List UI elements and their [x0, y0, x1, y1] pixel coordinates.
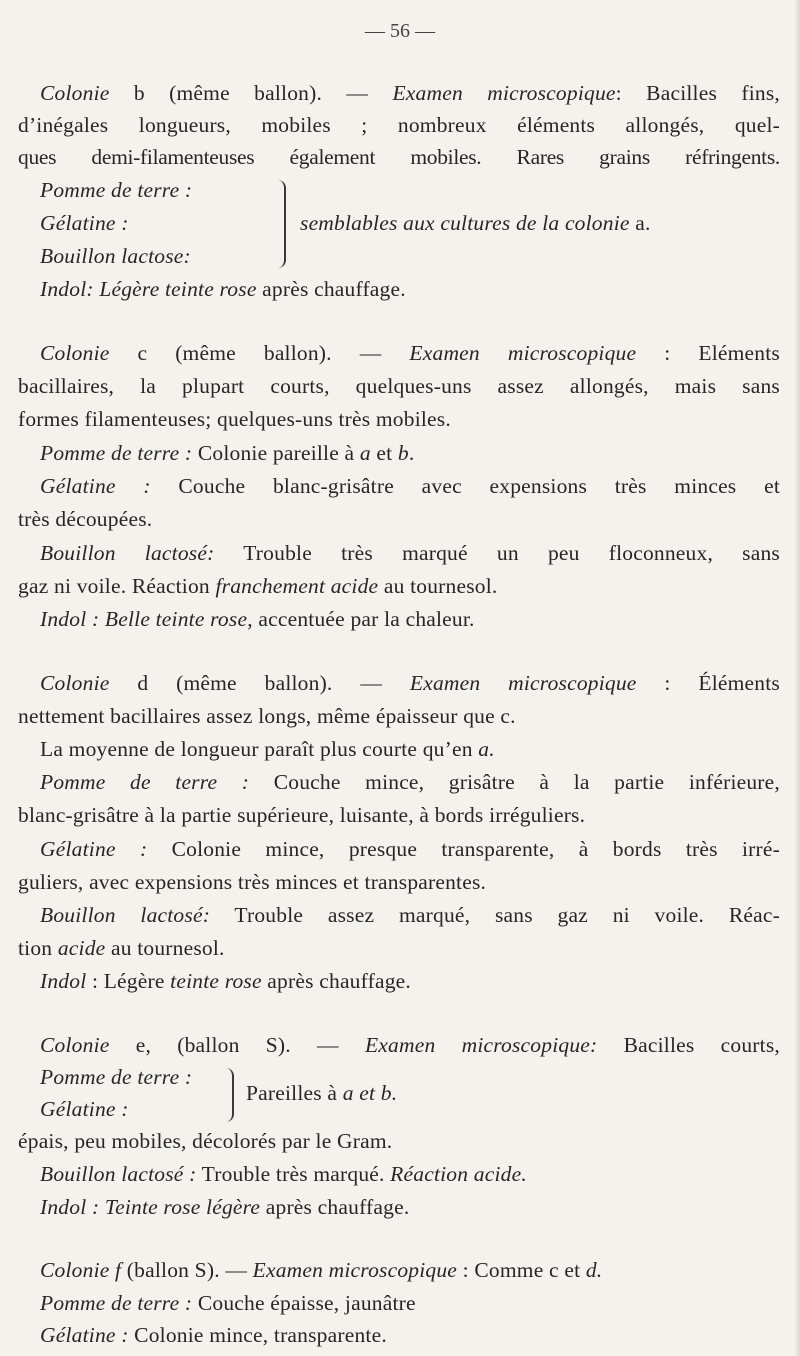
- colonie-d-line-3: La moyenne de longueur paraît plus courte qu’en a.: [40, 737, 495, 761]
- colonie-c-gelatine-cont: très découpées.: [18, 507, 153, 531]
- page-number: — 56 —: [365, 20, 435, 42]
- colonie-f-pomme-de-terre: Pomme de terre : Couche épaisse, jaunâtre: [40, 1291, 416, 1315]
- colonie-b-list-item: Pomme de terre :: [40, 178, 193, 202]
- colonie-c-line-1: Colonie c (même ballon). — Examen microscopique : Eléments: [40, 341, 780, 365]
- colonie-f-gelatine: Gélatine : Colonie mince, transparente.: [40, 1323, 387, 1347]
- colonie-c-bouillon-cont: gaz ni voile. Réaction franchement acide au tournesol.: [18, 574, 498, 598]
- colonie-d-gelatine-cont: guliers, avec expensions très minces et transparentes.: [18, 870, 487, 894]
- colonie-b-indol: Indol: Légère teinte rose après chauffage.: [40, 277, 406, 301]
- colonie-e-indol: Indol : Teinte rose légère après chauffage.: [40, 1195, 410, 1219]
- colonie-b-line-2: d’inégales longueurs, mobiles ; nombreux éléments allongés, quel-: [18, 113, 780, 137]
- colonie-c-line-3: formes filamenteuses; quelques-uns très mobiles.: [18, 407, 451, 431]
- colonie-b-line-1: Colonie b (même ballon). — Examen microscopique: Bacilles fins,: [40, 81, 780, 105]
- colonie-e-bouillon: Bouillon lactosé : Trouble très marqué. Réaction acide.: [40, 1162, 527, 1186]
- brace-icon: [224, 1068, 234, 1122]
- colonie-e-list-item: Gélatine :: [40, 1097, 129, 1121]
- colonie-d-indol: Indol : Légère teinte rose après chauffage.: [40, 969, 411, 993]
- brace-icon: [276, 180, 286, 268]
- colonie-e-line-2: épais, peu mobiles, décolorés par le Gram.: [18, 1129, 393, 1153]
- colonie-e-line-1: Colonie e, (ballon S). — Examen microscopique: Bacilles courts,: [40, 1033, 780, 1057]
- colonie-d-bouillon: Bouillon lactosé: Trouble assez marqué, sans gaz ni voile. Réac-: [40, 903, 780, 927]
- colonie-b-list-item: Gélatine :: [40, 211, 129, 235]
- colonie-c-pomme-de-terre: Pomme de terre : Colonie pareille à a et b.: [40, 441, 415, 465]
- colonie-f-line-1: Colonie f (ballon S). — Examen microscopique : Comme c et d.: [40, 1258, 603, 1282]
- colonie-c-indol: Indol : Belle teinte rose, accentuée par la chaleur.: [40, 607, 475, 631]
- colonie-e-brace-text: Pareilles à a et b.: [246, 1081, 398, 1105]
- page-edge: [794, 0, 800, 1356]
- colonie-d-line-1: Colonie d (même ballon). — Examen microscopique : Éléments: [40, 671, 780, 695]
- colonie-c-bouillon: Bouillon lactosé: Trouble très marqué un peu floconneux, sans: [40, 541, 781, 565]
- colonie-b-line-3: ques demi-filamenteuses également mobiles. Rares grains réfringents.: [18, 145, 780, 169]
- colonie-b-list-item: Bouillon lactose:: [40, 244, 191, 268]
- colonie-d-pomme-de-terre-cont: blanc-grisâtre à la partie supérieure, luisante, à bords irréguliers.: [18, 803, 586, 827]
- colonie-e-list-item: Pomme de terre :: [40, 1065, 193, 1089]
- colonie-b-brace-text: semblables aux cultures de la colonie a.: [300, 211, 651, 235]
- colonie-c-line-2: bacillaires, la plupart courts, quelques-uns assez allongés, mais sans: [18, 374, 780, 398]
- colonie-d-bouillon-cont: tion acide au tournesol.: [18, 936, 225, 960]
- colonie-d-gelatine: Gélatine : Colonie mince, presque transparente, à bords très irré-: [40, 837, 780, 861]
- colonie-d-pomme-de-terre: Pomme de terre : Couche mince, grisâtre à la partie inférieure,: [40, 770, 780, 794]
- colonie-d-line-2: nettement bacillaires assez longs, même épaisseur que c.: [18, 704, 516, 728]
- colonie-c-gelatine: Gélatine : Couche blanc-grisâtre avec expensions très minces et: [40, 474, 780, 498]
